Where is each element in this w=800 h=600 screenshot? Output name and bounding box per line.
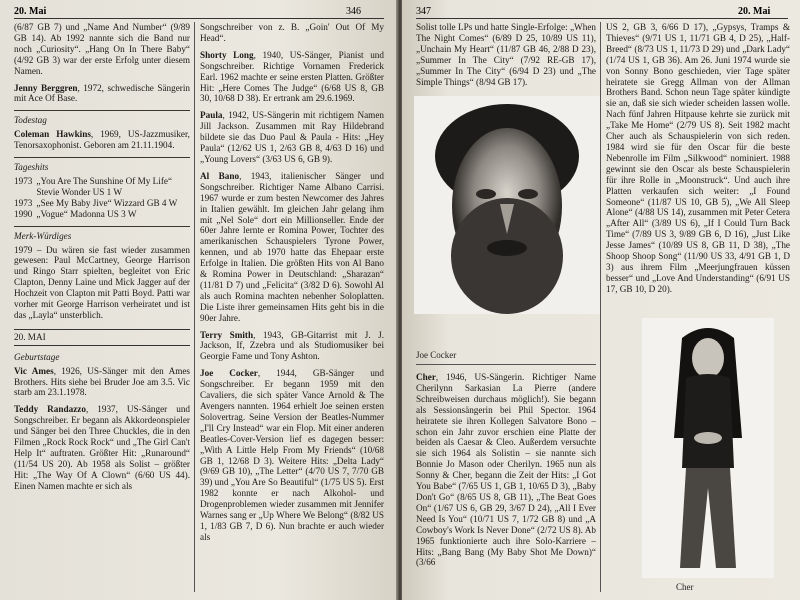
ames-text: , 1926, US-Sänger mit den Ames Brothers. Hits siehe bei Bruder Joe am 3.5. Vic starb am 23.1.1978. (14, 365, 191, 398)
right-header-rule (416, 18, 788, 19)
smith-name: Terry Smith (200, 329, 254, 340)
curiosity-text: (6/87 GB 7) und „Name And Number“ (9/89 GB 14). Ab 1992 nannte sich die Band nur noch „Curiosity“. „Hang On In There Baby“ (4/92 GB 3) war der erste Erfolg unter diesem Namen. (14, 22, 190, 76)
section-rule (14, 110, 190, 111)
paula-name: Paula (200, 110, 223, 121)
randazzo-entry (14, 404, 190, 491)
albano-text: , 1943, italienischer Sänger und Songschreiber. Richtiger Name Albano Carrisi. 1967 wurde er zum besten Newcomer des Jahres in Italien gewählt. Im gleichen Jahr gelang ihm mit „Nel Sole“ dort ein Millionseller. Ende der 60er Jahre lernte er Romina Power, Tochter des amerikanischen Schauspielers Tyrone Power, kennen, und ab 1970 hatte das Ehepaar erste Erfolge in Italien. Die größten Hits von Al Bano & Romina Power in Deutschland: „Sharazan“ (11/81 D 7) und „Felicita“ (3/82 D 6). Sowohl Al als auch Romina machten nebenher Soloplatten. Die Liste ihrer gemeinsamen Hits geht bis in die 90er Jahre. (200, 170, 384, 323)
section-date: 20. MAI (14, 329, 190, 346)
right-column-1-top (416, 22, 596, 93)
cocker-continued: Solist tolle LPs und hatte Single-Erfolge: „When The Night Comes“ (6/89 D 25, 10/89 US 11), „Unchain My Heart“ (11/87 GB 46, 2/88 D 23), „Summer In The City“ (7/92 RE-GB 17), „Summer In The City“ (6/94 D 23) und „The Simple Things“ (8/94 GB 17). (416, 22, 596, 87)
paula-text: , 1942, US-Sängerin mit richtigem Namen Jill Jackson. Zusammen mit Ray Hildebrand bildete sie das Duo Paul & Paula - Hits: „Hey Paula“ (12/62 US 1, 2/63 GB 8, 4/63 D 16) und „Young Lovers“ (3/63 US 6, GB 9). (200, 110, 384, 164)
left-page-number: 346 (346, 6, 361, 17)
hit-year: 1973 (14, 197, 33, 208)
randazzo-name: Teddy Randazzo (14, 404, 86, 415)
cher-continued: US 2, GB 3, 6/66 D 17), „Gypsys, Tramps & Thieves“ (9/71 US 1, 11/71 GB 4, D 25), „Half-Breed“ (8/73 US 1, 11/73 D 29) und „Dark Lady“ (1/74 US 1, GB 36). Am 26. Juni 1974 wurde sie von Sonny Bono geschieden, vier Tage später heiratete sie Gregg Allman von der Allman Brothers Band. Schon neun Tage später kündigte sie an, daß sie sich wieder scheiden lassen wolle. Nach fünf Jahren Hitpause kehrte sie zurück mit „Take Me Home“ (2/79 US 8). Seit 1982 macht Cher auch als Schauspielerin von sich reden. 1984 wird sie für den Oscar für die beste Nebenrolle im Film „Silkwood“ nominiert. 1988 gewinnt sie den Oscar als beste Schauspielerin für ihre Rolle in „Moonstruck“. Und auch ihre Platten verkaufen sich weiter: „I Found Someone“ (11/87 US 10, GB 5), „We All Sleep Alone“ (4/88 US 14), zusammen mit Peter Cetera „After All“ (3/89 US 6), „If I Could Turn Back Time“ (7/89 US 3, 9/89 GB 6, D 16), „Just Like Jesse James“ (10/89 US 8, GB 11, D 38), „The Shoop Shoop Song“ (11/90 US 33, 4/91 GB 1, D 3) aus ihrem Film „Meerjungfrauen küssen besser“ und „Love And Understanding“ (6/91 US 17, GB 10, D 20). (606, 22, 790, 294)
cher-caption: Cher (676, 582, 694, 592)
merk-text: 1979 – Du wären sie fast wieder zusammen gewesen: Paul McCartney, George Harrison und Ringo Starr spielten, begleitet von Eric Clapton, Denny Laine und Mick Jagger auf der Hochzeit von Clapton mit Patti Boyd. Patti war vorher mit George Harrison verheiratet und ist das „Layla“ unsterblich. (14, 244, 190, 320)
long-text: , 1940, US-Sänger, Pianist und Songschreiber. Richtige Vornamen Frederick Earl. 1962 machte er seine ersten Platten. Größter Hit: „Here Comes The Judge“ (6/68 US 8, GB 30, 10/68 D 38). Er ertrank am 29.6.1969. (200, 49, 384, 104)
merk-label: Merk-Würdiges (14, 230, 72, 241)
hit-text: „See My Baby Jive“ Wizzard GB 4 W (36, 197, 178, 208)
cher-entry (416, 372, 596, 568)
left-column-2 (200, 22, 384, 549)
cher-name: Cher (416, 372, 436, 382)
smith-entry (200, 330, 384, 363)
hawkins-text: , 1969, US-Jazzmusiker, Tenorsaxophonist. Geboren am 21.11.1904. (14, 129, 190, 151)
paula-entry (200, 110, 384, 165)
long-entry (200, 50, 384, 105)
cocker-text: , 1944, GB-Sänger und Songschreiber. Er begann 1959 mit den Cavaliers, die sich später Vance Arnold & The Avengers nannten. 1964 erhielt Joe seinen ersten Solovertrag. Seine Version der Beatles-Nummer „I'll Cry Instead“ war ein Flop. Mit einer anderen Beatles-Cover-Version lief es dagegen besser: „With A Little Help From My Friends“ (10/68 GB 1, 12/68 D 3). Weitere Hits: „Delta Lady“ (9/69 GB 10), „The Letter“ (4/70 US 7, 7/70 GB 39) und „You Are So Beautiful“ (1/75 US 5). Erst 1982 konnte er nach Alkohol- und Drogenproblemen wieder zusammen mit Jennifer Warnes sang er „Up Where We Belong“ (8/82 US 1, 1/83 GB 7, D 6). Nun brachte er auch wieder als (200, 368, 384, 542)
right-column-2 (606, 22, 790, 301)
right-date-header: 20. Mai (738, 6, 771, 17)
hit-text: „Vogue“ Madonna US 3 W (36, 208, 137, 219)
hit-year: 1990 (14, 208, 33, 219)
hawkins-entry (14, 129, 190, 151)
right-page (402, 0, 800, 600)
caption-rule (416, 364, 596, 365)
cocker-entry (200, 368, 384, 543)
column-divider (600, 22, 601, 592)
hit-year: 1973 (14, 175, 33, 186)
berggren-entry (14, 83, 190, 105)
tageshits-label: Tageshits (14, 162, 49, 173)
albano-entry (200, 171, 384, 324)
joe-cocker-photo (414, 96, 600, 314)
list-item (14, 176, 190, 198)
berggren-name: Jenny Berggren (14, 82, 78, 93)
hit-text: „You Are The Sunshine Of My Life“ Stevie Wonder US 1 W (36, 175, 173, 197)
left-column-1 (14, 22, 190, 498)
right-column-1-bottom (416, 372, 596, 574)
tageshits-list (14, 176, 190, 220)
left-date-header: 20. Mai (14, 6, 47, 17)
randazzo-continued: Songschreiber von z. B. „Goin' Out Of My Head“. (200, 22, 384, 43)
ames-entry (14, 366, 190, 399)
left-page (0, 0, 398, 600)
smith-text: , 1943, GB-Gitarrist mit J. J. Jackson, If, Zzebra und als Studiomusiker bei Georgie Fame und Tony Ashton. (200, 329, 384, 362)
cocker-name: Joe Cocker (200, 368, 258, 379)
cher-text: , 1946, US-Sängerin. Richtiger Name Cherilynn Sarkasian La Pierre (andere Schreibweisen durchaus möglich!). Sie begann als Sessionsängerin bei Phil Spector. 1964 heiratete sie ihren Kollegen Salvatore Bono – schon ein Jahr zuvor erschien eine Platte der beiden als Caesar & Cleo. Außerdem versuchte sie sich 1964 als Solistin – sie nannte sich Bonnie Jo Mason oder Cherilyn. 1965 nun als Sonny & Cher, begann die Zeit der Hits: „I Got You Babe“ (7/65 US 1, GB 1, 10/65 D 3), „Baby Don't Go“ (8/65 US 8, GB 11), „The Beat Goes On“ (1/67 US 6, GB 29, 3/67 D 24), „All I Ever Need Is You“ (10/71 US 7, 1/72 GB 8) und „A Cowboy's Work Is Never Done“ (2/72 US 8). Ab 1965 funktionierte auch ihre Solo-Karriere – Hits: „Bang Bang (My Baby Shot Me Down)“ (3/66 (416, 372, 596, 568)
column-divider (194, 22, 195, 592)
todestag-label: Todestag (14, 115, 47, 126)
geburtstage-label: Geburtstage (14, 351, 60, 362)
hawkins-name: Coleman Hawkins (14, 129, 91, 140)
albano-name: Al Bano (200, 170, 240, 181)
joe-cocker-caption: Joe Cocker (416, 350, 457, 360)
list-item (14, 198, 190, 209)
section-rule (14, 226, 190, 227)
berggren-text: , 1972, schwedische Sängerin mit Ace Of Base. (14, 82, 190, 104)
ames-name: Vic Ames (14, 365, 54, 376)
list-item (14, 209, 190, 220)
right-page-number: 347 (416, 6, 431, 17)
long-name: Shorty Long (200, 49, 254, 60)
left-header-rule (14, 18, 384, 19)
section-rule (14, 157, 190, 158)
cher-photo (642, 318, 774, 578)
randazzo-text: , 1937, US-Sänger und Songschreiber. Er begann als Akkordeonspieler und Sänger bei den Three Chuckles, die in den Filmen „Rock Rock Rock“ und „The Girl Can't Help It“ auftraten. Größter Hit: „Runaround“ (11/54 US 20). Ab 1958 als Solist – größter Hit: „The Way Of A Clown“ (6/60 US 44). Einen Namen machte er sich als (14, 404, 191, 491)
